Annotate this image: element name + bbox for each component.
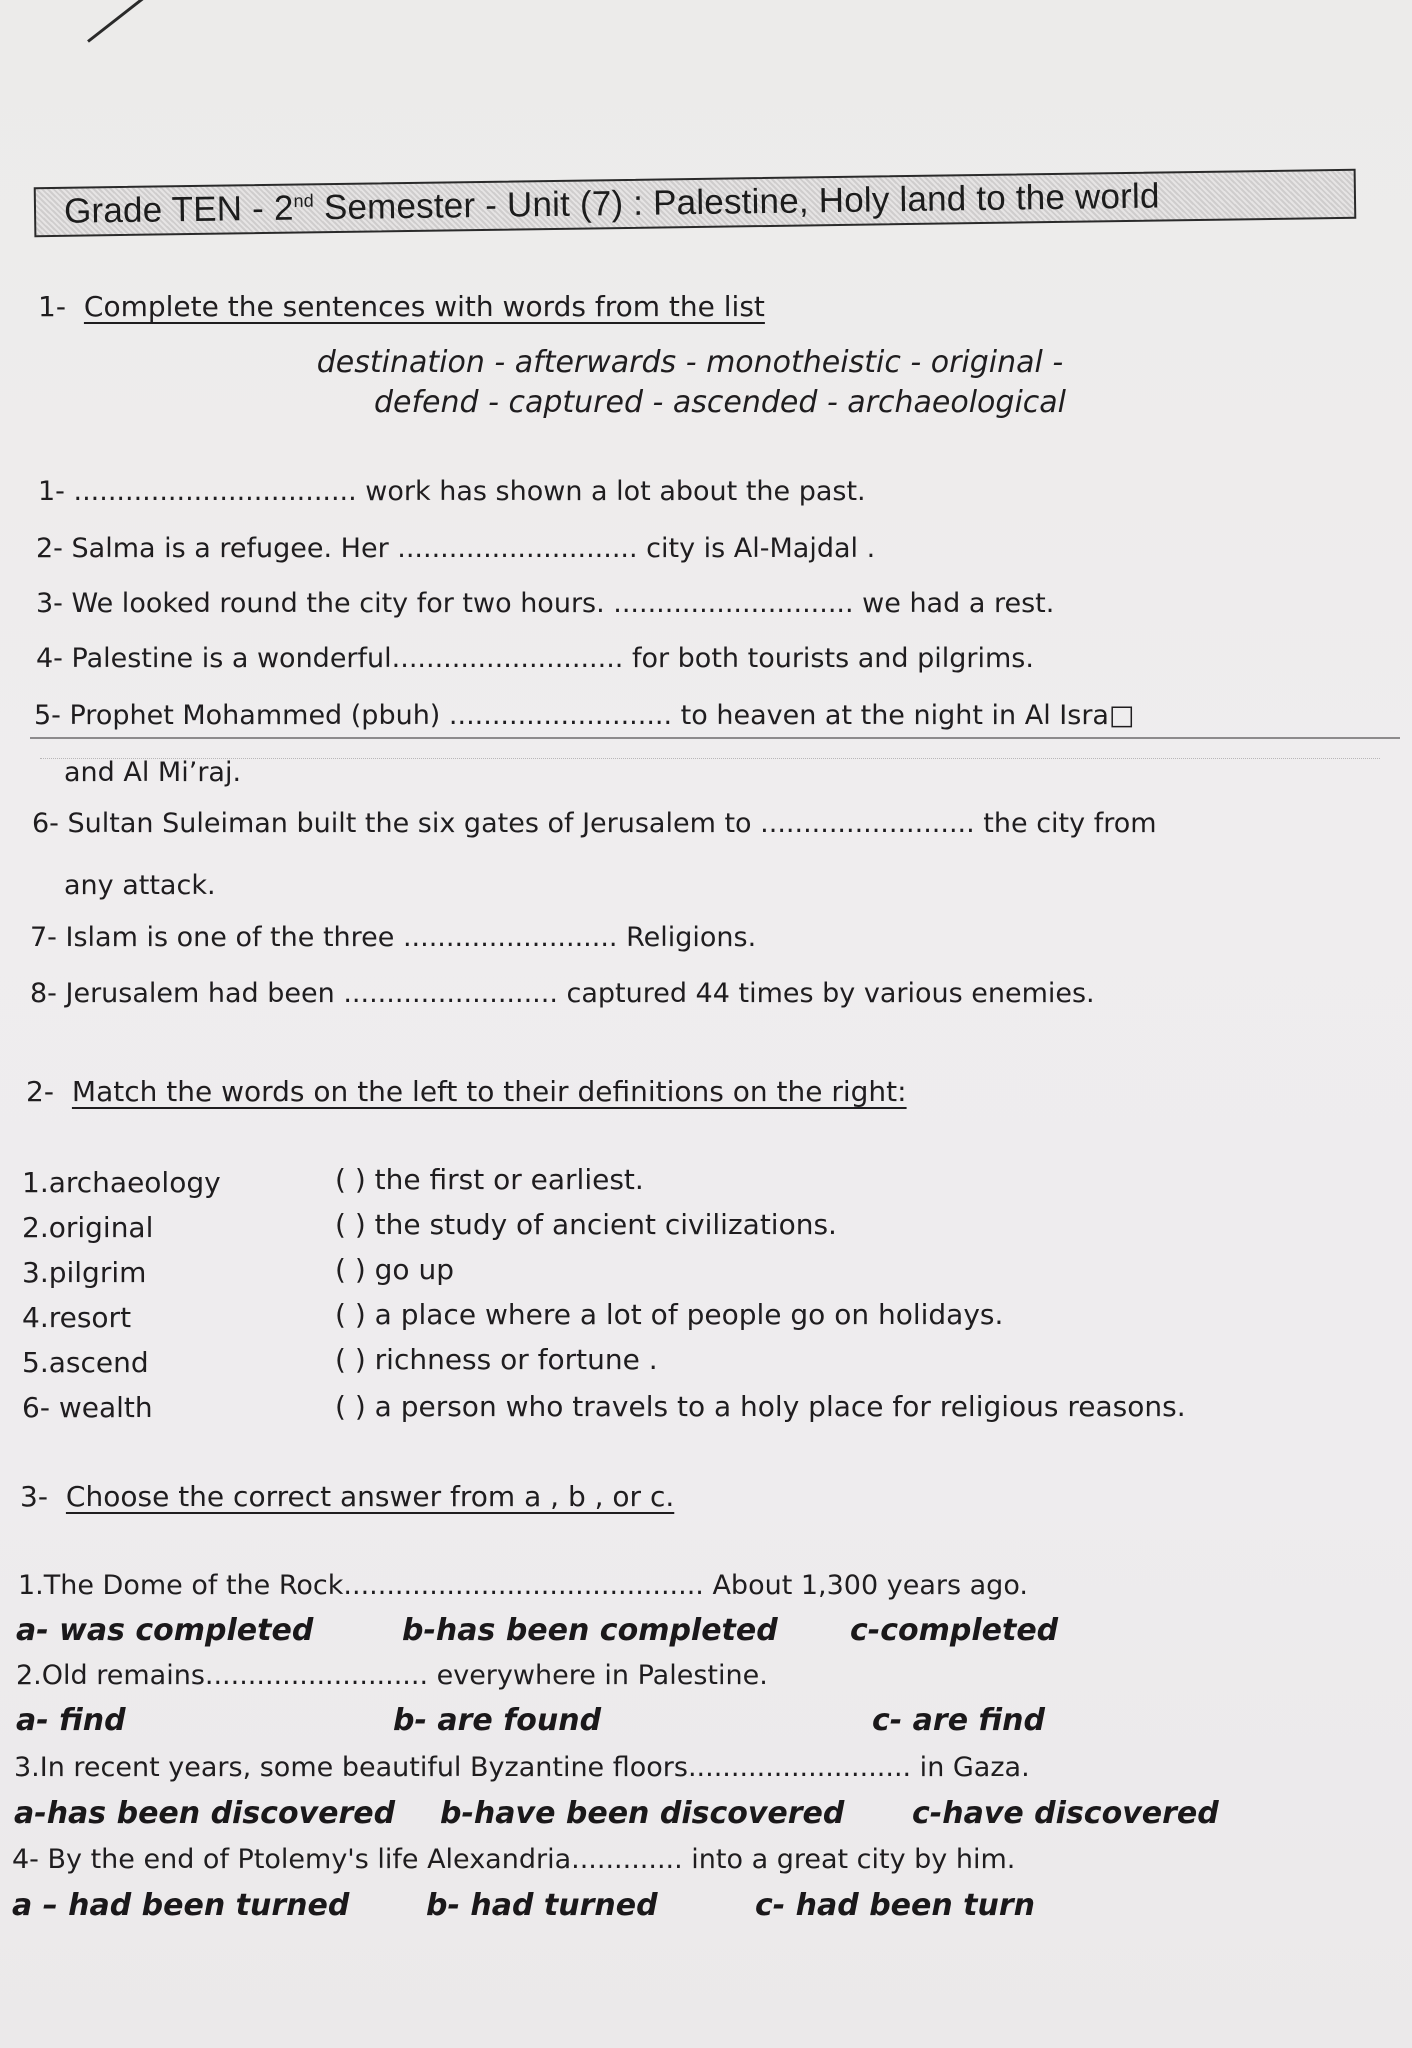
option-c: c- are find xyxy=(872,1703,1045,1738)
option-a: a- was completed xyxy=(16,1613,314,1648)
option-b: b- are found xyxy=(393,1703,602,1738)
option-b: b- had turned xyxy=(426,1888,658,1923)
section1-number: 1- xyxy=(38,290,66,323)
section2-title: Match the words on the left to their definitions on the right: xyxy=(71,1075,907,1108)
option-b: b-has been completed xyxy=(402,1613,778,1648)
sentence-5-cont: and Al Mi’raj. xyxy=(64,757,242,788)
section2-heading xyxy=(26,1075,907,1108)
word-list-line2: defend - captured - ascended - archaeological xyxy=(373,385,1067,420)
header-banner xyxy=(34,169,1357,237)
question-3: 3.In recent years, some beautiful Byzantine floors.......................... in Gaza. xyxy=(14,1752,1030,1783)
section3-title: Choose the correct answer from a , b , or c. xyxy=(65,1480,675,1513)
question-2: 2.Old remains.......................... everywhere in Palestine. xyxy=(16,1660,768,1691)
option-c: c- had been turn xyxy=(755,1888,1036,1923)
match-definition: ( ) the study of ancient civilizations. xyxy=(335,1208,837,1241)
option-c: c-have discovered xyxy=(912,1796,1219,1831)
question-4: 4- By the end of Ptolemy's life Alexandria............. into a great city by him. xyxy=(12,1844,1016,1875)
match-definition: ( ) go up xyxy=(335,1253,454,1286)
option-a: a-has been discovered xyxy=(14,1796,396,1831)
option-b: b-have been discovered xyxy=(440,1796,845,1831)
match-definition: ( ) a place where a lot of people go on holidays. xyxy=(335,1298,1004,1331)
section1-title: Complete the sentences with words from the list xyxy=(83,290,765,323)
word-list-line1: destination - afterwards - monotheistic - original - xyxy=(316,345,1064,380)
match-word: 1.archaeology xyxy=(22,1166,221,1199)
option-a: a- find xyxy=(16,1703,126,1738)
section3-heading xyxy=(20,1480,674,1513)
sentence-6-cont: any attack. xyxy=(64,870,216,901)
sentence-2: 2- Salma is a refugee. Her ............................ city is Al-Majdal . xyxy=(36,533,876,564)
divider-line xyxy=(30,737,1400,739)
match-definition: ( ) the first or earliest. xyxy=(335,1163,644,1196)
sentence-3: 3- We looked round the city for two hours. ............................ we had a rest. xyxy=(36,588,1055,619)
match-word: 2.original xyxy=(22,1211,154,1244)
section3-number: 3- xyxy=(20,1480,48,1513)
match-word: 5.ascend xyxy=(22,1346,149,1379)
pen-mark xyxy=(87,0,150,43)
sentence-8: 8- Jerusalem had been ......................... captured 44 times by various enemies. xyxy=(30,978,1095,1009)
match-definition: ( ) richness or fortune . xyxy=(335,1343,658,1376)
match-word: 4.resort xyxy=(22,1301,132,1334)
option-c: c-completed xyxy=(850,1613,1059,1648)
option-a: a – had been turned xyxy=(12,1888,350,1923)
header-title: Grade TEN - 2nd Semester - Unit (7) : Palestine, Holy land to the world xyxy=(63,176,1160,231)
sentence-1: 1- ................................. work has shown a lot about the past. xyxy=(38,476,866,507)
sentence-4: 4- Palestine is a wonderful........................... for both tourists and pilgrims. xyxy=(36,643,1034,674)
match-word: 3.pilgrim xyxy=(22,1256,147,1289)
question-1: 1.The Dome of the Rock.......................................... About 1,300 years ago. xyxy=(18,1570,1028,1601)
section2-number: 2- xyxy=(26,1075,54,1108)
section1-heading xyxy=(38,290,765,323)
sentence-7: 7- Islam is one of the three ......................... Religions. xyxy=(30,922,757,953)
sentence-6: 6- Sultan Suleiman built the six gates of Jerusalem to ......................... the city from xyxy=(32,808,1157,839)
match-definition: ( ) a person who travels to a holy place for religious reasons. xyxy=(335,1390,1186,1423)
match-word: 6- wealth xyxy=(22,1391,153,1424)
sentence-5: 5- Prophet Mohammed (pbuh) .......................... to heaven at the night in Al Isra□ xyxy=(34,700,1135,731)
